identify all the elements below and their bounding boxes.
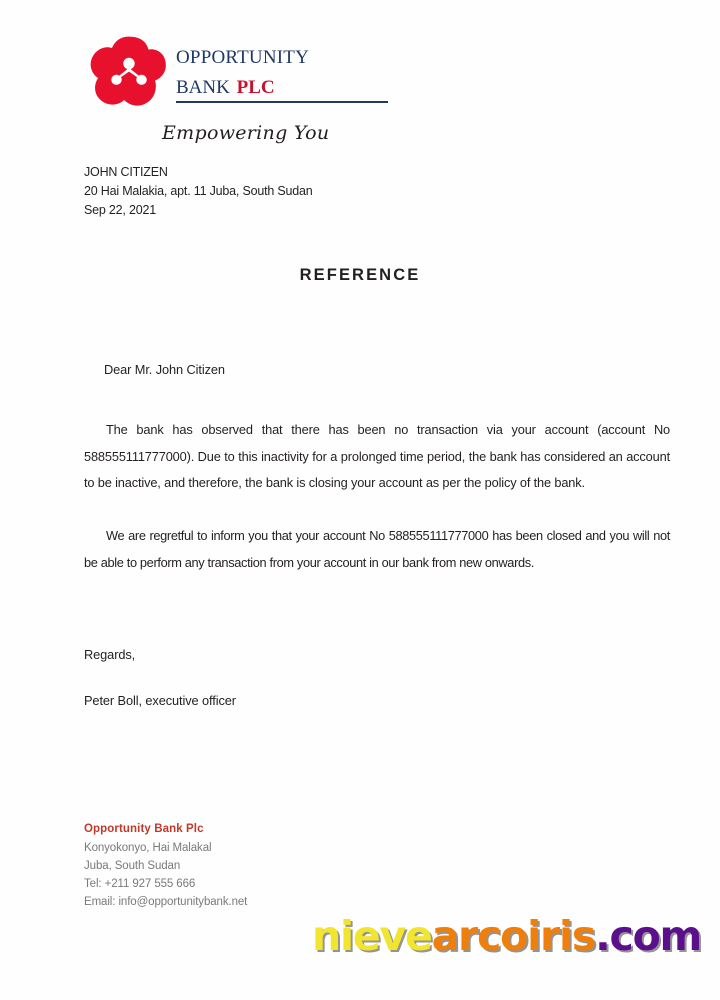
watermark-part-3: .com: [595, 912, 702, 960]
footer-company-name: Opportunity Bank Plc: [84, 823, 204, 835]
signature-block: [84, 645, 236, 710]
page-title: REFERENCE: [299, 266, 421, 284]
recipient-block: [84, 163, 313, 220]
footer-email: Email: info@opportunitybank.net: [84, 896, 248, 909]
recipient-address: 20 Hai Malakia, apt. 11 Juba, South Sudan: [84, 184, 313, 198]
closing-salutation: Regards,: [84, 647, 136, 662]
tagline: Empowering You: [162, 122, 330, 144]
letter-date: Sep 22, 2021: [84, 203, 156, 217]
wordmark-underline: [176, 101, 388, 103]
wordmark: [176, 33, 388, 103]
footer-contact-block: [84, 820, 247, 911]
recipient-name: JOHN CITIZEN: [84, 165, 168, 179]
body-paragraph-1: The bank has observed that there has been no transaction via your account (account No 588555111777000). Due to this inactivity for a prolonged time period, the bank has considered an account to be inactive, and therefore, the bank is closing your account as per the policy of the bank.: [84, 422, 670, 491]
footer-address-line-2: Juba, South Sudan: [84, 860, 181, 873]
footer-address-line-1: Konyokonyo, Hai Malakal: [84, 842, 212, 855]
wordmark-plc-text: plc: [236, 69, 275, 99]
watermark-part-1: nieve: [312, 912, 432, 960]
footer-phone: Tel: +211 927 555 666: [84, 878, 196, 891]
letter-body: [84, 360, 670, 576]
wordmark-line-2: [176, 71, 388, 98]
signer-name: Peter Boll, executive officer: [84, 693, 236, 709]
letterhead: [88, 33, 388, 148]
wordmark-line-1: opportunity: [176, 39, 310, 69]
logo-lockup: [88, 33, 388, 113]
wordmark-bank-text: bank: [176, 69, 237, 99]
body-paragraph-2: We are regretful to inform you that your account No 588555111777000 has been closed and you will not be able to perform any transaction from your account in our bank from new onwards.: [84, 528, 670, 570]
watermark-part-2: arcoiris: [431, 912, 596, 960]
salutation: Dear Mr. John Citizen: [104, 362, 225, 377]
opportunity-bank-trefoil-logo-icon: [88, 35, 170, 113]
site-watermark: [312, 912, 702, 960]
